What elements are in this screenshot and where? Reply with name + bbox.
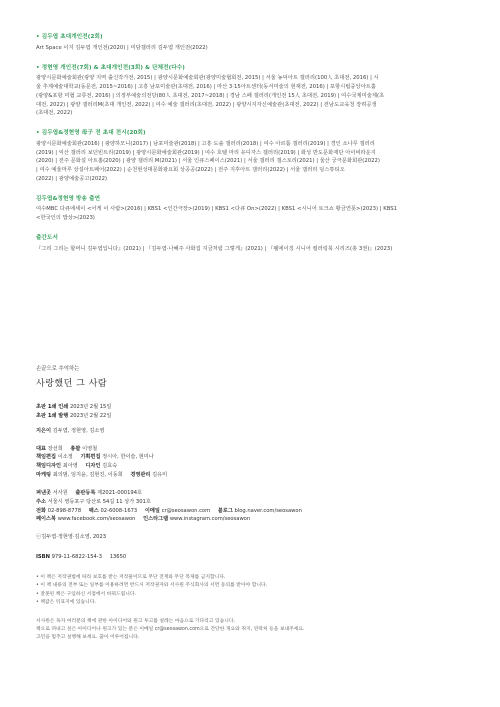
section-body [36, 140, 466, 184]
body-line: 여수MBC 다큐에세이 <어게 이 사람>(2016) | KBS1 <인간극장>(2019) | KBS1 <다큐 On>(2022) | KBS1 <시니어 토크쇼 황금연못>(2023) | KBS1 [36, 206, 397, 213]
email-label: 이메일 [144, 507, 160, 514]
facebook-value: www.facebook.com/seosawon [57, 516, 136, 523]
joint-exhibitions-section [36, 130, 466, 184]
marketing-value: 최의범, 임지윤, 김현진, 이동희 [52, 472, 123, 479]
edition-print-date: 2023년 2월 15일 [69, 404, 112, 411]
solo-exhibitions-section [36, 34, 466, 53]
editor-label: 책임편집 [36, 454, 57, 461]
body-line: (2019) | 익산 갤러리 보던빈트리(2019) | 광양시문화예술회관(2019) | 여수 호텔 마리 유디자스 갤러리(2019) | 화성 반도문화재단 아이비라운지 [36, 149, 376, 156]
edition-publish-line [36, 412, 466, 421]
edition-publish-date: 2023년 2월 22일 [69, 412, 112, 419]
body-line: (2020) | 전주 문화설 아트홈(2020) | 광양 갤러리 M(2021) | 서울 인큐스페이스(2021) | 서울 갤러리 갤스토리(2021) | 울산 궁극문화회관(2022) [36, 158, 380, 165]
tel-value: 02-898-8778 [47, 507, 82, 514]
note-item: • 잘못된 책은 구입하신 서점에서 바꿔드립니다. [36, 591, 137, 597]
planning-value: 정시아, 한이슬, 현미나 [102, 454, 154, 461]
body-line: 『그리 그리는 할머니 김두엽입니다』(2021) | 『김두엽·나혜주 사화집 지금처럼 그렇게』(2021) | 『웰에이징 시니어 컬러링북 시리즈(총 3권)』(2023) [36, 245, 393, 252]
copyright-text: ⓒ김두엽·정현영·김소영, 2023 [36, 534, 107, 541]
blog-label: 블로그 [217, 507, 233, 514]
mgmt-value: 김유미 [152, 472, 168, 479]
credits-area [36, 34, 466, 265]
section-title: 김두엽&정현영 방송 출연 [36, 195, 101, 202]
book-subtitle: 손끝으로 추억하는 [36, 366, 80, 372]
designer-value: 최아영 [62, 463, 78, 470]
facebook-label: 페이스북 [36, 516, 57, 523]
broadcast-section [36, 196, 466, 223]
editor-value: 이소정 [57, 454, 73, 461]
submission-paragraph [36, 618, 466, 643]
body-line: (광양&포항 미협 교류전, 2016) | 의정부예술의전당(80人 초대전, 2017~2018) | 경남 스페 갤러리(개인전 15人 초대전, 2019) | 여수국제미술제(초 [36, 92, 385, 99]
section-title: • 김두엽 초대개인전(2회) [36, 34, 103, 40]
authors-value: 김두엽, 정현영, 김소영 [52, 427, 105, 434]
publisher-line [36, 489, 466, 498]
address-value: 서울시 영등포구 당산로 54길 11 상가 301호 [47, 498, 151, 505]
pub-value: 이영철 [82, 445, 98, 452]
staff-line-2 [36, 453, 466, 462]
paragraph-line: 서사원은 독자 여러분의 책에 관한 아이디어와 원고 투고를 설레는 마음으로 기다리고 있습니다. [36, 618, 236, 624]
rep-label: 대표 [36, 445, 47, 452]
instagram-value: www.instagram.com/seosawon [169, 516, 251, 523]
staff-line-3 [36, 462, 466, 471]
body-line: 광양시문화예술회관(2016) | 광양하모니(2017) | 남포미술관(2018) | 고흥 도솔 갤러리(2018) | 여수 아르톰 갤러리(2019) | 경인 소나무 갤러리 [36, 140, 375, 147]
section-body [36, 205, 466, 222]
body-line: | 여수 예울마루 상설아트페어(2022) | 순천현성대문화광요회 상공공(2022) | 전주 지후아트 갤러리(2022) | 서울 갤러리 딩스튜티오 [36, 167, 345, 174]
planning-label: 기획편집 [80, 454, 101, 461]
social-line [36, 515, 466, 524]
registration-label: 출판등록 [75, 489, 96, 496]
pub-label: 총괄 [70, 445, 81, 452]
price-code: 13650 [109, 554, 127, 561]
note-item: • 이 책은 저작권법에 따라 보호를 받는 저작물이므로 무단 전재와 무단 복제를 금지합니다. [36, 574, 226, 580]
blog-value: blog.naver.com/seosawon [234, 507, 302, 514]
body-line: 광양시문화예술회관(광양 지역 출신작가전, 2015) | 광양시문화예술회관(광양미술협회전, 2015) | 서울 농덕아트 갤러리(100人 초대전, 2016) | 시 [36, 75, 379, 82]
publisher-value: 서사원 [52, 489, 68, 496]
design-value: 김효숙 [102, 463, 118, 470]
edition-print-line [36, 403, 466, 412]
address-line [36, 498, 466, 507]
authors-label: 지은이 [36, 427, 52, 434]
body-line: (2022) | 광양예술공고(2022) [36, 175, 108, 182]
body-line: <한국인의 밥상>(2023) [36, 215, 95, 222]
paragraph-line: 고민을 멈추고 실행해 보세요. 꿈이 이루어집니다. [36, 635, 140, 641]
mgmt-label: 경영관리 [130, 472, 151, 479]
note-item: • 책값은 뒤표지에 있습니다. [36, 600, 96, 606]
legal-notes [36, 574, 466, 608]
section-title: • 정현영 개인전(7회) & 초대개인전(3회) & 단체전(다수) [36, 64, 185, 71]
design-label: 디자인 [85, 463, 101, 470]
fax-label: 팩스 [88, 507, 99, 514]
body-line: 대전, 2022) | 광양 갤러리M(초대 개인전, 2022) | 여수 예술 갤러리(초대전, 2022) | 광양시지자신예술관(초대전, 2022) | 전남도교육청 장려공생 [36, 101, 377, 108]
edition-print-label: 초판 1쇄 인쇄 [36, 404, 69, 411]
marketing-label: 마케팅 [36, 472, 52, 479]
rep-value: 장선희 [47, 445, 63, 452]
body-line: Art Space 이지 김두엽 개인전(2020) | 미담갤러리 김두엽 개인전(2022) [36, 44, 208, 51]
edition-publish-label: 초판 1쇄 발행 [36, 412, 69, 419]
section-body [36, 245, 466, 254]
paragraph-line: 책으로 펴내고 싶은 아이디어나 원고가 있는 분은 이메일 cr@seosawon.com으로 간단한 개요와 취지, 연락처 등을 보내주세요. [36, 626, 305, 632]
body-line: 울 추계예술대학교(동문전, 2015~2016) | 고흥 남포미술관(초대전, 2016) | 마산 3·15아트센터(동서미술의 현재전, 2016) | 포항시립중앙아트홀 [36, 84, 376, 91]
section-body [36, 44, 466, 53]
isbn-value: 979-11-6822-154-3 [51, 554, 103, 561]
authors-line [36, 427, 466, 436]
note-item: • 이 책 내용의 전부 또는 일부를 이용하려면 반드시 저작권자와 서사원 주식회사의 서면 동의를 받아야 합니다. [36, 583, 268, 589]
staff-line-4 [36, 471, 466, 480]
section-title: • 김두엽&정현영 母子 전 초대 전시(20회) [36, 130, 146, 137]
staff-line-1 [36, 445, 466, 454]
section-title: 출간도서 [36, 234, 59, 241]
publisher-label: 펴낸곳 [36, 489, 52, 496]
copyright-line [36, 533, 466, 542]
isbn-label: ISBN [36, 554, 50, 561]
instagram-label: 인스타그램 [143, 516, 169, 523]
jung-exhibitions-section [36, 65, 466, 119]
colophon [36, 366, 466, 643]
tel-label: 전화 [36, 507, 47, 514]
body-line: (초대전, 2022) [36, 110, 73, 117]
fax-value: 02-6008-1673 [100, 507, 138, 514]
book-title: 사랑했던 그 사람 [36, 379, 108, 390]
section-body [36, 74, 466, 118]
books-section [36, 235, 466, 254]
address-label: 주소 [36, 498, 47, 505]
registration-value: 제2021-000194호 [97, 489, 143, 496]
designer-label: 책임디자인 [36, 463, 62, 470]
email-value: cr@seosawon.com [161, 507, 211, 514]
isbn-line [36, 553, 466, 562]
contact-line [36, 507, 466, 516]
